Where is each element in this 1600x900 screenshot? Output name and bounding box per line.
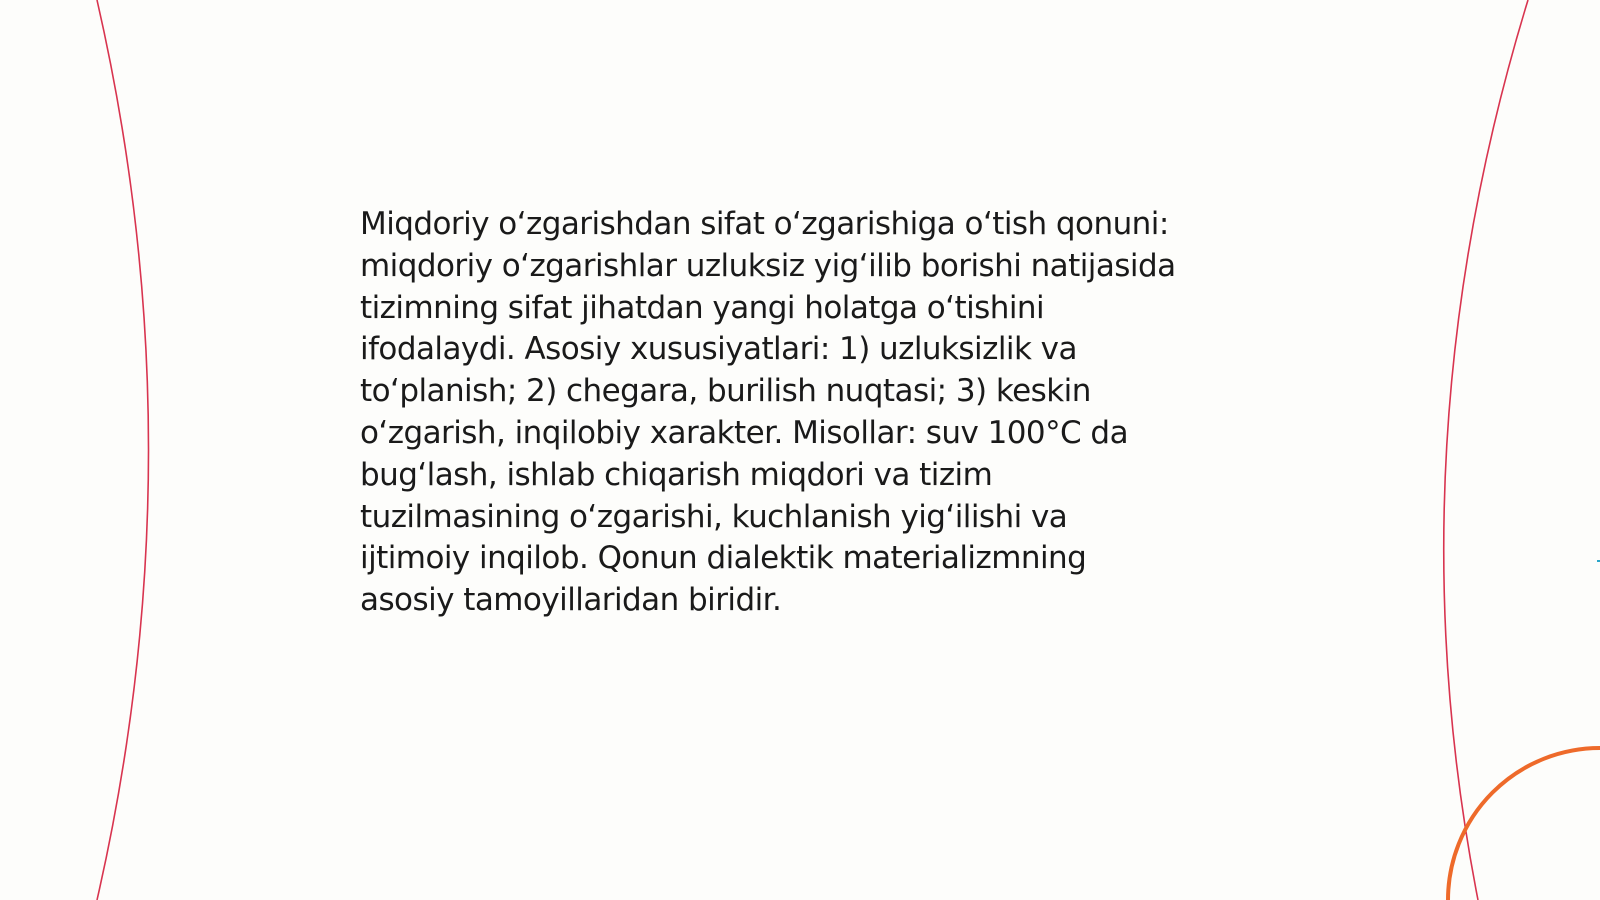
slide-body-text: Miqdoriy o‘zgarishdan sifat o‘zgarishiga o‘tish qonuni: miqdoriy o‘zgarishlar uzluksiz yig‘ilib borishi natijasida tizimning sifat jihatdan yangi holatga o‘tishini ifodalaydi. Asosiy xususiyatlari: 1) uzluksizlik va to‘planish; 2) chegara, burilish nuqtasi; 3) keskin o‘zgarish, inqilobiy xarakter. Misollar: suv 100°C da bug‘lash, ishlab chiqarish miqdori va tizim tuzilmasining o‘zgarishi, kuchlanish yig‘ilishi va ijtimoiy inqilob. Qonun dialektik materializmning asosiy tamoyillaridan biridir. (360, 206, 1176, 619)
right-arc-line (1444, 0, 1528, 900)
orange-circle-decoration (1448, 748, 1600, 900)
left-arc-line (97, 0, 149, 900)
